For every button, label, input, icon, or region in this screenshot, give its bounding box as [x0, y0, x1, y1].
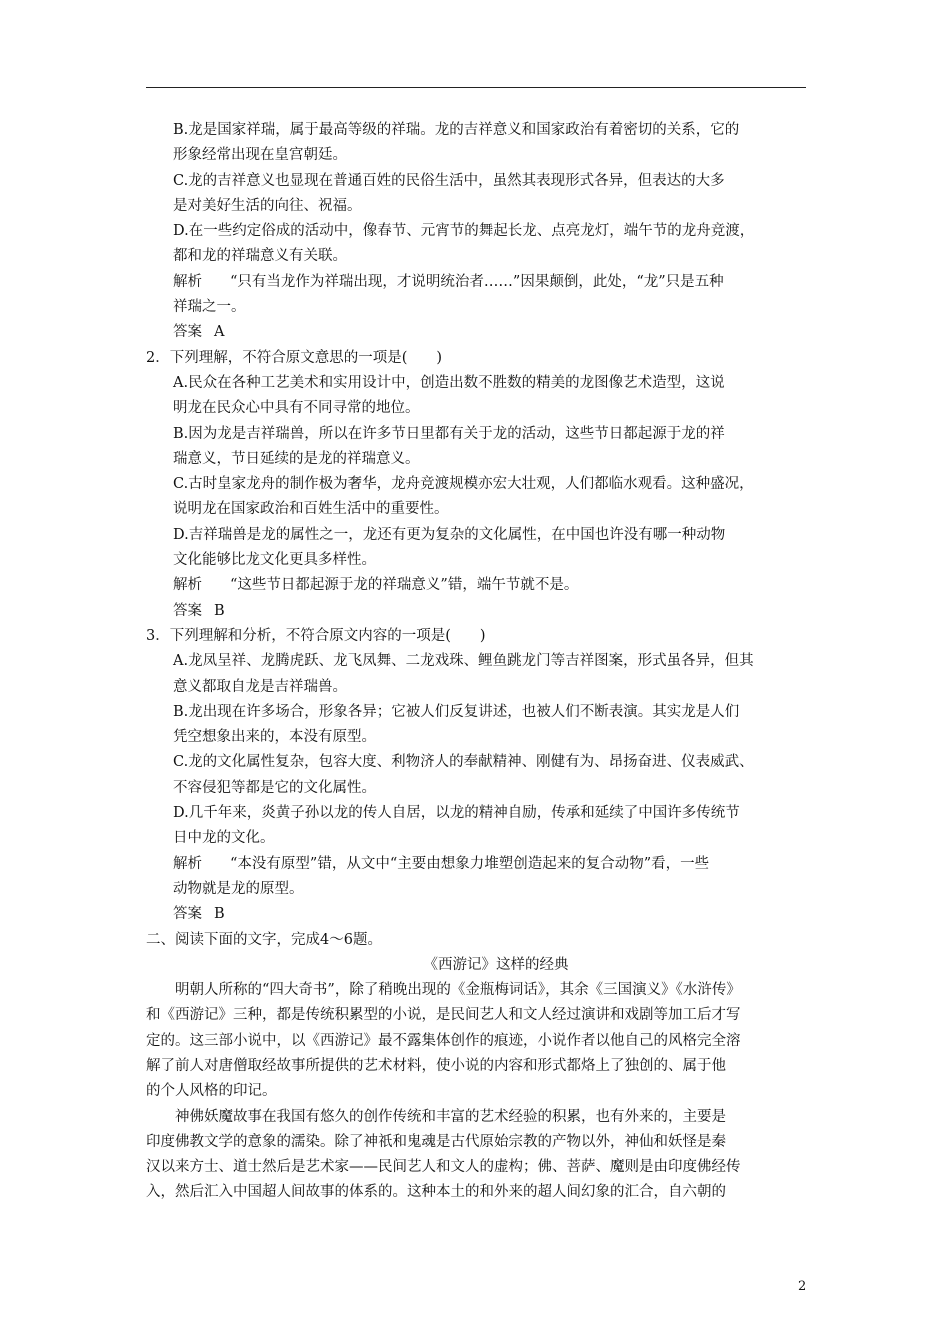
q1-analysis-line1 [146, 270, 816, 295]
q2-option-d-line2: 文化能够比龙文化更具多样性。 [173, 552, 376, 569]
para1-line1: 明朝人所称的“四大奇书”，除了稍晚出现的《金瓶梅词话》，其余《三国演义》《水浒传》 [175, 982, 741, 999]
q3-analysis-line2: 动物就是龙的原型。 [173, 880, 304, 897]
q2-option-b-line2: 瑞意义，节日延续的是龙的祥瑞意义。 [173, 450, 420, 467]
q3-option-b-line2: 凭空想象出来的，本没有原型。 [173, 729, 376, 746]
q1-analysis-line2: 祥瑞之一。 [173, 299, 246, 316]
q3-option-c-line2: 不容侵犯等都是它的文化属性。 [173, 779, 376, 796]
q2-option-a-line2: 明龙在民众心中具有不同寻常的地位。 [173, 400, 420, 417]
document-body [146, 118, 816, 1206]
q2-answer [146, 599, 816, 624]
passage-title: 《西游记》这样的经典 [423, 956, 569, 973]
para2-line2: 印度佛教文学的意象的濡染。除了神祇和鬼魂是古代原始宗教的产物以外，神仙和妖怪是秦 [146, 1133, 726, 1150]
q3-answer-value: B [214, 906, 225, 923]
q2-stem: 2．下列理解，不符合原文意思的一项是( ) [146, 349, 443, 366]
header-rule [146, 87, 806, 88]
q2-analysis [146, 573, 816, 598]
q3-stem: 3．下列理解和分析，不符合原文内容的一项是( ) [146, 627, 486, 644]
analysis-label: 解析 [173, 577, 202, 594]
q2-option-c-line1: C.古时皇家龙舟的制作极为奢华，龙舟竞渡规模亦宏大壮观，人们都临水观看。这种盛况， [173, 476, 754, 493]
para1-line2: 和《西游记》三种，都是传统积累型的小说，是民间艺人和文人经过演讲和戏剧等加工后才写 [146, 1007, 741, 1024]
page-number: 2 [798, 1279, 807, 1294]
answer-label: 答案 [173, 602, 202, 619]
q1-option-c-line1: C.龙的吉祥意义也显现在普通百姓的民俗生活中，虽然其表现形式各异，但表达的大多 [173, 172, 725, 189]
q3-option-b-line1: B.龙出现在许多场合，形象各异；它被人们反复讲述，也被人们不断表演。其实龙是人们 [173, 703, 740, 720]
q2-option-a-line1: A.民众在各种工艺美术和实用设计中，创造出数不胜数的精美的龙图像艺术造型，这说 [173, 374, 725, 391]
para2-line3: 汉以来方士、道士然后是艺术家——民间艺人和文人的虚构；佛、菩萨、魔则是由印度佛经传 [146, 1159, 741, 1176]
q3-option-a-line2: 意义都取自龙是吉祥瑞兽。 [173, 678, 347, 695]
analysis-label: 解析 [173, 273, 202, 290]
para2-line4: 入，然后汇入中国超人间故事的体系的。这种本土的和外来的超人间幻象的汇合，自六朝的 [146, 1184, 726, 1201]
q3-analysis-line1 [146, 852, 816, 877]
answer-label: 答案 [173, 906, 202, 923]
q3-option-c-line1: C.龙的文化属性复杂，包容大度、利物济人的奉献精神、刚健有为、昂扬奋进、仪表威武、 [173, 754, 754, 771]
q3-option-d-line1: D.几千年来，炎黄子孙以龙的传人自居，以龙的精神自励，传承和延续了中国许多传统节 [173, 805, 740, 822]
section-heading: 二、阅读下面的文字，完成4～6题。 [146, 931, 382, 948]
answer-label: 答案 [173, 324, 202, 341]
q1-answer-value: A [214, 324, 225, 341]
q3-option-d-line2: 日中龙的文化。 [173, 830, 275, 847]
para1-line4: 解了前人对唐僧取经故事所提供的艺术材料，使小说的内容和形式都烙上了独创的、属于他 [146, 1057, 726, 1074]
q2-option-d-line1: D.吉祥瑞兽是龙的属性之一，龙还有更为复杂的文化属性，在中国也许没有哪一种动物 [173, 526, 726, 543]
q1-option-b-line2: 形象经常出现在皇宫朝廷。 [173, 147, 347, 164]
q2-analysis-text: “这些节日都起源于龙的祥瑞意义”错，端午节就不是。 [230, 577, 579, 594]
q3-analysis-text: “本没有原型”错，从文中“主要由想象力堆塑创造起来的复合动物”看，一些 [230, 855, 710, 872]
q1-option-d-line2: 都和龙的祥瑞意义有关联。 [173, 248, 347, 265]
q2-option-c-line2: 说明龙在国家政治和百姓生活中的重要性。 [173, 501, 449, 518]
para1-line3: 定的。这三部小说中，以《西游记》最不露集体创作的痕迹，小说作者以他自己的风格完全溶 [146, 1032, 741, 1049]
analysis-label: 解析 [173, 855, 202, 872]
q2-answer-value: B [214, 602, 225, 619]
q1-option-d-line1: D.在一些约定俗成的活动中，像春节、元宵节的舞起长龙、点亮龙灯，端午节的龙舟竞渡， [173, 223, 755, 240]
q1-analysis-text: “只有当龙作为祥瑞出现，才说明统治者……”因果颠倒，此处，“龙”只是五种 [230, 273, 724, 290]
para2-line1: 神佛妖魔故事在我国有悠久的创作传统和丰富的艺术经验的积累，也有外来的，主要是 [175, 1108, 726, 1125]
q1-answer [146, 320, 816, 345]
q3-answer [146, 902, 816, 927]
q1-option-b-line1: B.龙是国家祥瑞，属于最高等级的祥瑞。龙的吉祥意义和国家政治有着密切的关系，它的 [173, 122, 740, 138]
q2-option-b-line1: B.因为龙是吉祥瑞兽，所以在许多节日里都有关于龙的活动，这些节日都起源于龙的祥 [173, 425, 725, 442]
q1-option-c-line2: 是对美好生活的向往、祝福。 [173, 197, 362, 214]
para1-line5: 的个人风格的印记。 [146, 1083, 277, 1100]
q3-option-a-line1: A.龙凤呈祥、龙腾虎跃、龙飞凤舞、二龙戏珠、鲤鱼跳龙门等吉祥图案，形式虽各异，但其 [173, 653, 754, 670]
